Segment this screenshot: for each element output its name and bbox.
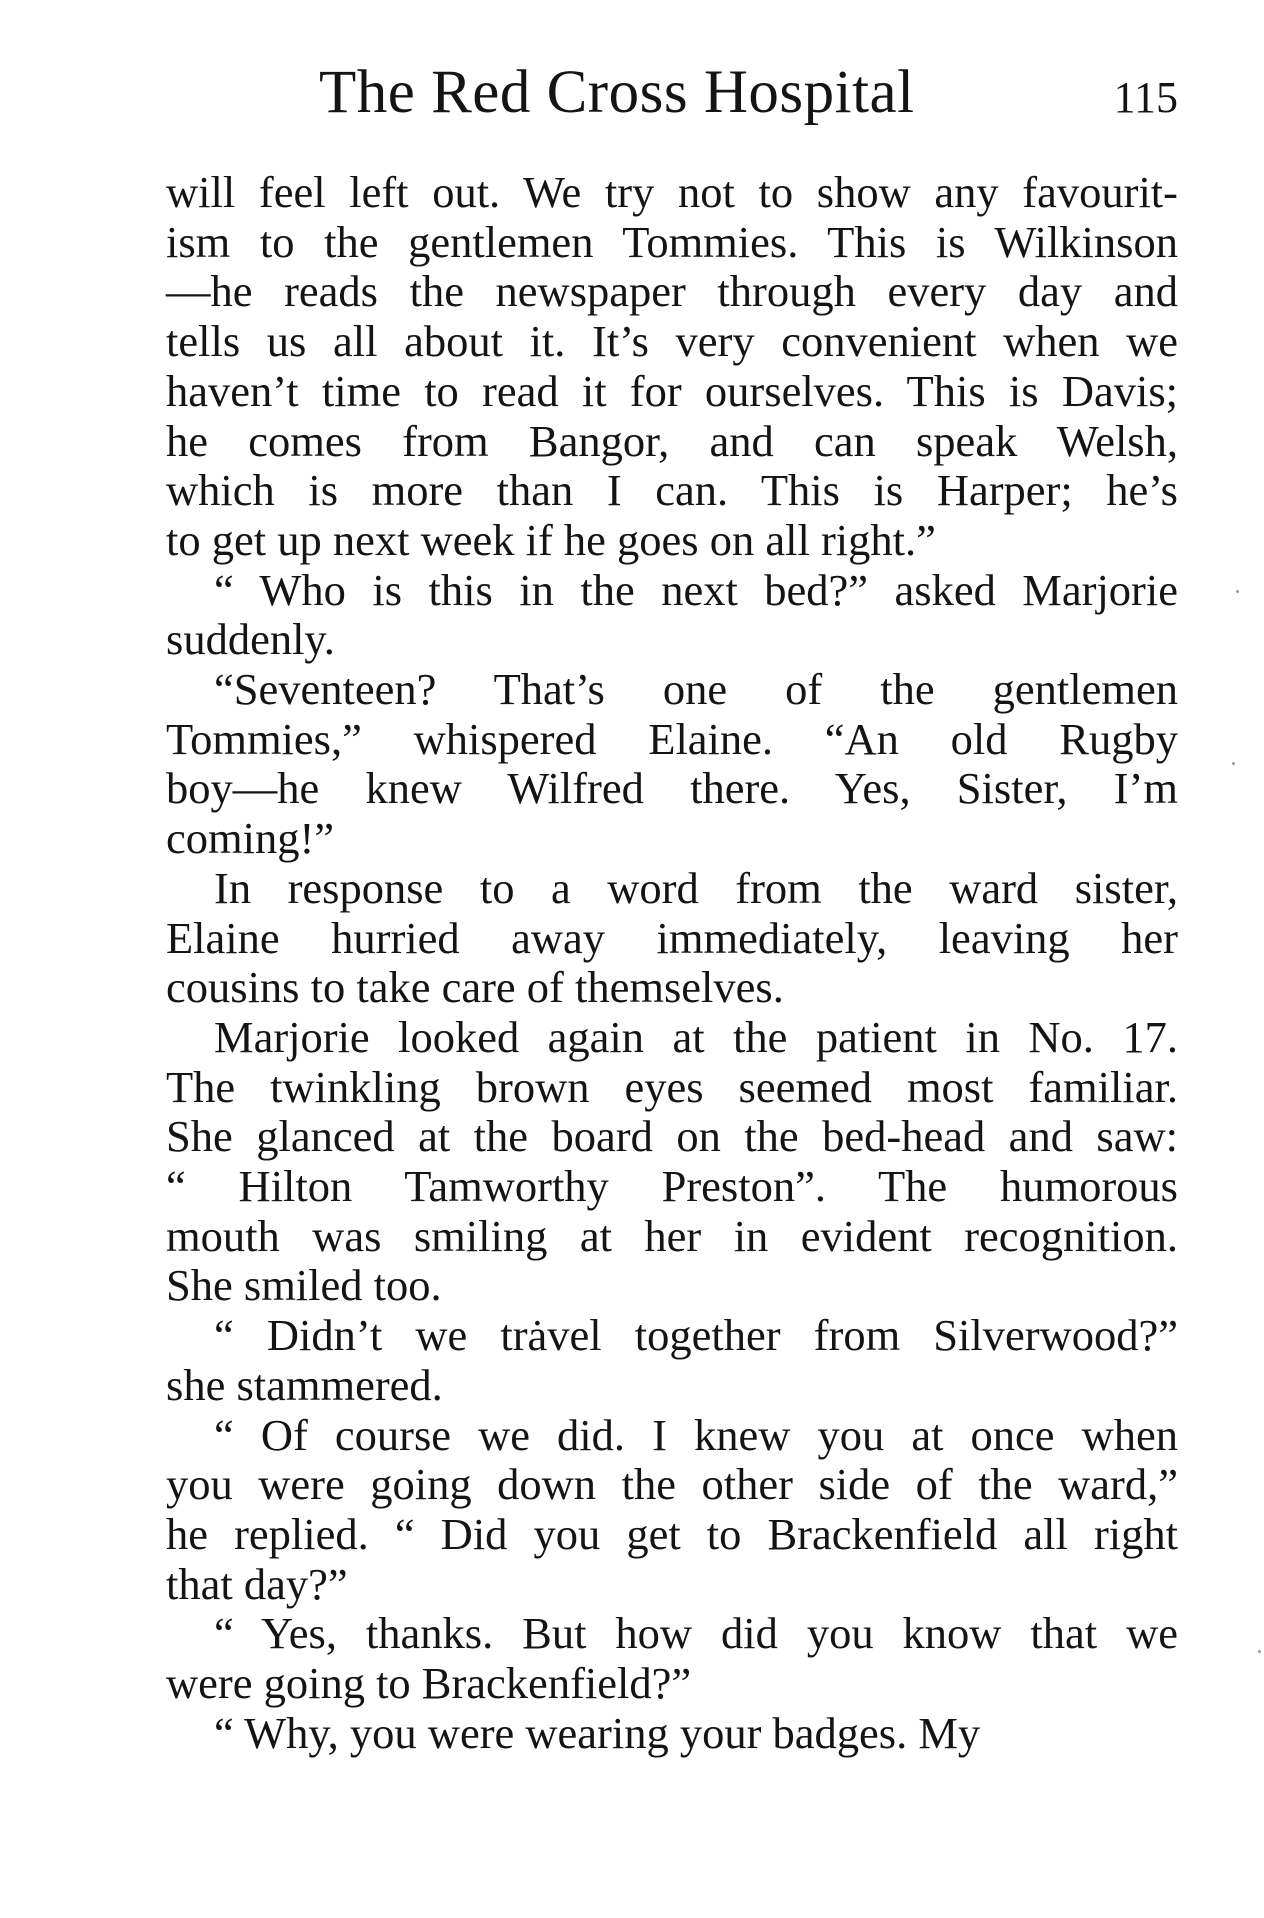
text-line: he comes from Bangor, and can speak Welsh, [166,415,1178,466]
text-line: coming!” [166,813,335,864]
page-number: 115 [1113,73,1178,122]
text-line: cousins to take care of themselves. [166,962,784,1013]
text-line: She glanced at the board on the bed-head and saw: [166,1111,1178,1162]
paper-speck [1232,762,1235,765]
text-line: “ Didn’t we trȧvel together from Silverwood?” [214,1310,1178,1361]
paragraph [166,864,1178,1013]
text-line: “ Of course we did. I knew you at once when [214,1409,1178,1460]
text-line: Marjorie looked again at the patient in No. 17. [214,1011,1178,1062]
text-line: she stammered. [166,1359,443,1410]
paper-speck [1236,590,1239,593]
text-line: you were going down the other side of the ward,” [166,1459,1178,1510]
paragraph [166,1709,1178,1759]
text-line: boy—he knew Wilfred there. Yes, Sister, I’m [166,763,1178,814]
text-line: “Seventeen? That’s one of the gentlemen [214,664,1178,715]
paragraph [166,168,1178,566]
running-head [166,58,1178,148]
paragraph [166,566,1178,665]
text-line: suddenly. [166,614,335,665]
text-line: Elaine hurried away immediately, leaving her [166,912,1178,963]
text-line: She smiled too. [166,1260,442,1311]
text-line: “ Who is this in the next bed?” asked Marjorie [214,564,1178,615]
paper-speck [1258,1650,1261,1653]
running-title: The Red Cross Hospital [319,59,915,126]
text-line: ism to the gentlemen Tommies. This is Wilkinson [166,216,1178,267]
text-line: were going to Brackenfield?” [166,1658,692,1709]
text-line: The twinkling brown eyes seemed most familiar. [166,1061,1178,1112]
text-line: —he reads the newspaper through every day and [166,266,1178,317]
text-line: that day?” [166,1558,348,1609]
text-line: “ Why, you were wearing your badges. My [214,1707,981,1758]
paragraph [166,1013,1178,1311]
text-line: will feel left out. We try not to show any favourit- [166,167,1178,217]
paragraph [166,1411,1178,1610]
text-line: tells us all about it. It’s very convenient when we [166,316,1178,367]
paragraph [166,665,1178,864]
paragraph [166,1609,1178,1708]
text-line: Tommies,” whispered Elaine. “An old Rugby [166,713,1178,764]
text-line: “ Yes, thanks. But how did you know that we [214,1608,1178,1659]
text-line: “ Hilton Tamworthy Preston”. The humorous [166,1161,1178,1212]
text-line: In response to a word from the ward sister, [214,862,1178,913]
text-line: haven’t time to read it for ourselves. This is Davis; [166,365,1178,416]
text-line: he replied. “ Did you get to Brackenfield all right [166,1508,1178,1559]
body-text [166,168,1178,1759]
text-line: to get up next week if he goes on all right.” [166,514,936,565]
paragraph [166,1311,1178,1410]
text-line: which is more than I can. This is Harper; he’s [166,465,1178,516]
text-line: mouth was smiling at her in evident recognition. [166,1210,1178,1261]
